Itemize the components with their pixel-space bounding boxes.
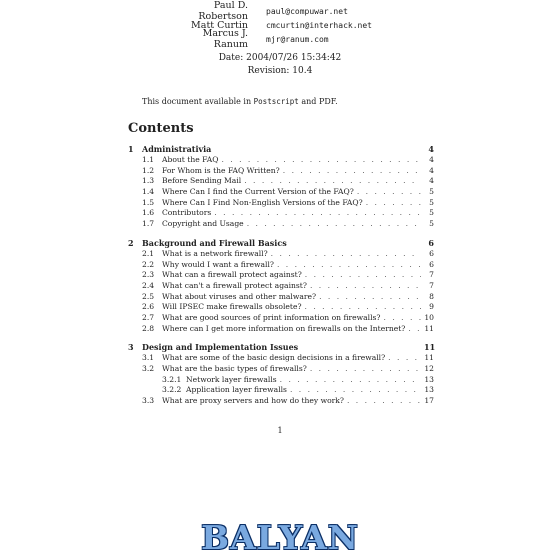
availability-and: and (298, 97, 319, 106)
page-number: 1 (277, 426, 283, 435)
toc-title: What are some of the basic design decisions in a firewall? (162, 353, 386, 363)
toc-title: What is a network firewall? (162, 248, 268, 258)
toc-number: 1 (128, 144, 134, 154)
toc-section-heading[interactable] (128, 144, 434, 155)
toc-page: 9 (429, 302, 434, 312)
toc-title: Will IPSEC make firewalls obsolete? (162, 302, 302, 312)
toc-title: Before Sending Mail (162, 176, 242, 186)
toc-title: What can a firewall protect against? (162, 270, 302, 280)
toc-entry[interactable] (128, 324, 434, 335)
toc-section-heading[interactable] (128, 342, 434, 353)
toc-page: 4 (429, 155, 434, 164)
toc-number: 3.2.1 (162, 374, 182, 384)
toc-page: 5 (429, 197, 434, 207)
toc-title: What are proxy servers and how do they work? (162, 396, 344, 406)
toc-page: 11 (424, 342, 436, 353)
toc-title: Where Can I Find Non-English Versions of the FAQ? (162, 197, 363, 207)
toc-entry[interactable] (128, 313, 434, 324)
toc-entry[interactable] (128, 385, 434, 396)
toc-number: 2.1 (142, 248, 155, 258)
toc-entry[interactable] (128, 364, 434, 375)
toc-entry[interactable] (128, 249, 434, 260)
toc-leader (244, 176, 421, 185)
table-of-contents (128, 144, 434, 415)
toc-entry[interactable] (128, 270, 434, 281)
availability-prefix: This document available in (142, 97, 254, 106)
toc-page: 5 (429, 208, 434, 218)
revision-info (0, 52, 560, 78)
toc-leader (277, 260, 421, 269)
toc-number: 2.7 (142, 312, 155, 322)
toc-title: Application layer firewalls (186, 385, 287, 395)
toc-leader (305, 270, 421, 279)
watermark-logo: BALYAN (201, 518, 359, 557)
availability-note (142, 97, 338, 106)
toc-leader (310, 364, 421, 373)
toc-leader (214, 208, 421, 217)
toc-entry[interactable] (128, 198, 434, 209)
toc-leader (283, 166, 421, 175)
toc-section (128, 144, 434, 230)
toc-number: 2.4 (142, 280, 155, 290)
toc-title: Network layer firewalls (186, 374, 277, 384)
toc-leader (408, 324, 421, 333)
toc-leader (280, 375, 421, 384)
toc-title: Design and Implementation Issues (142, 342, 299, 353)
toc-entry[interactable] (128, 375, 434, 386)
toc-number: 2.6 (142, 302, 155, 312)
toc-leader (347, 396, 421, 405)
toc-leader (271, 249, 421, 258)
toc-page: 13 (424, 385, 434, 395)
toc-leader (247, 219, 421, 228)
postscript-link[interactable]: Postscript (253, 97, 299, 106)
toc-number: 1.1 (142, 155, 155, 164)
toc-entry[interactable] (128, 176, 434, 187)
toc-entry[interactable] (128, 281, 434, 292)
toc-entry[interactable] (128, 187, 434, 198)
toc-title: Where can I get more information on firewalls on the Internet? (162, 323, 406, 333)
toc-number: 1.3 (142, 176, 155, 186)
toc-leader (366, 198, 421, 207)
toc-entry[interactable] (128, 208, 434, 219)
toc-page: 11 (424, 323, 434, 333)
toc-number: 3 (128, 342, 134, 353)
toc-leader (221, 155, 421, 164)
author-row (168, 0, 408, 22)
toc-section-heading[interactable] (128, 238, 434, 249)
toc-title: What are good sources of print information on firewalls? (162, 312, 381, 322)
toc-number: 3.2 (142, 364, 155, 373)
toc-page: 17 (424, 396, 434, 406)
toc-leader (290, 385, 421, 394)
toc-title: Contributors (162, 208, 212, 218)
toc-page: 5 (429, 219, 434, 229)
toc-number: 2 (128, 237, 134, 248)
toc-section (128, 238, 434, 335)
toc-title: What are the basic types of firewalls? (162, 364, 307, 373)
author-email: paul@compuwar.net (266, 6, 348, 16)
toc-page: 6 (428, 237, 434, 248)
toc-number: 2.2 (142, 259, 155, 269)
author-row (168, 28, 408, 50)
toc-title: Background and Firewall Basics (142, 237, 287, 248)
toc-number: 1.4 (142, 187, 155, 197)
toc-number: 2.5 (142, 291, 155, 301)
toc-leader (384, 313, 422, 322)
author-name: Paul D. Robertson (198, 0, 248, 22)
author-name: Matt Curtin (191, 19, 248, 31)
toc-title: For Whom is the FAQ Written? (162, 165, 280, 175)
toc-page: 5 (429, 187, 434, 197)
toc-page: 6 (429, 248, 434, 258)
author-name: Marcus J. Ranum (202, 28, 248, 50)
toc-leader (357, 187, 421, 196)
contents-heading: Contents (128, 121, 194, 136)
revision-line: Revision: 10.4 (247, 66, 313, 76)
toc-number: 1.6 (142, 208, 155, 218)
toc-page: 4 (429, 165, 434, 175)
toc-entry[interactable] (128, 155, 434, 166)
toc-entry[interactable] (128, 353, 434, 364)
toc-entry[interactable] (128, 302, 434, 313)
toc-leader (305, 302, 421, 311)
toc-page: 6 (429, 259, 434, 269)
toc-page: 4 (428, 144, 434, 154)
toc-number: 3.2.2 (162, 385, 182, 395)
date-line: Date: 2004/07/26 15:34:42 (218, 53, 342, 63)
toc-section (128, 342, 434, 406)
toc-title: Copyright and Usage (162, 219, 244, 229)
toc-title: About the FAQ (162, 155, 219, 164)
toc-page: 8 (429, 291, 434, 301)
toc-number: 1.7 (142, 219, 155, 229)
toc-number: 3.1 (142, 353, 155, 363)
toc-leader (388, 353, 421, 362)
author-email: cmcurtin@interhack.net (266, 20, 372, 30)
toc-number: 1.2 (142, 165, 155, 175)
toc-page: 4 (429, 176, 434, 186)
toc-title: Why would I want a firewall? (162, 259, 274, 269)
toc-entry[interactable] (128, 166, 434, 177)
toc-entry[interactable] (128, 292, 434, 303)
availability-suffix: . (335, 97, 338, 106)
toc-entry[interactable] (128, 219, 434, 230)
toc-title: Administrativia (142, 144, 212, 154)
toc-leader (310, 281, 421, 290)
pdf-link[interactable]: PDF (318, 97, 336, 106)
toc-number: 2.8 (142, 323, 155, 333)
toc-page: 10 (424, 312, 434, 322)
toc-number: 3.3 (142, 396, 155, 406)
toc-page: 7 (429, 280, 434, 290)
toc-title: What about viruses and other malware? (162, 291, 317, 301)
toc-page: 13 (424, 374, 434, 384)
toc-entry[interactable] (128, 260, 434, 271)
toc-page: 12 (424, 364, 434, 373)
toc-page: 7 (429, 270, 434, 280)
toc-number: 2.3 (142, 270, 155, 280)
toc-title: Where Can I find the Current Version of the FAQ? (162, 187, 354, 197)
toc-number: 1.5 (142, 197, 155, 207)
toc-title: What can't a firewall protect against? (162, 280, 307, 290)
toc-leader (319, 292, 421, 301)
author-email: mjr@ranum.com (266, 34, 329, 44)
author-list (168, 0, 408, 50)
toc-page: 11 (424, 353, 434, 363)
toc-entry[interactable] (128, 396, 434, 407)
